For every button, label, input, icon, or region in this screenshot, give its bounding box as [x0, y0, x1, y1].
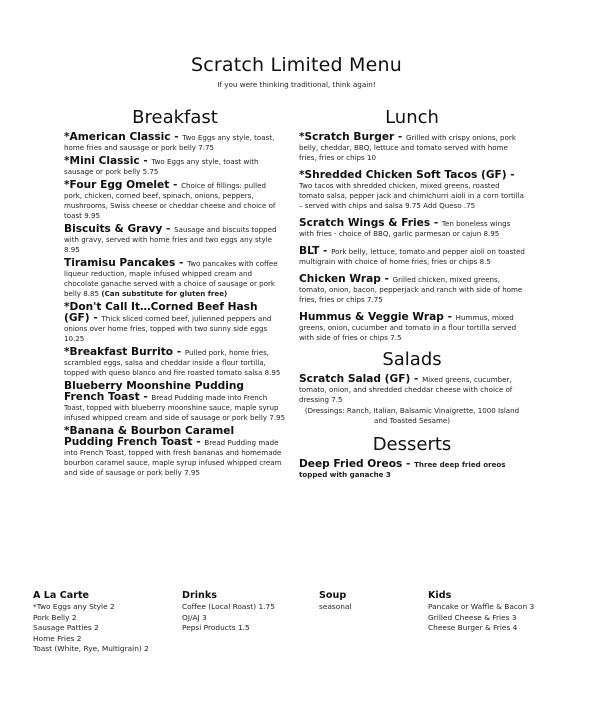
- item-name: Blueberry Moonshine Pudding French Toast: [64, 380, 245, 403]
- item-desc: Hummus, mixed greens, onion, cucumber and tomato in a flour tortilla served with side of fries or chips 7.5: [299, 313, 517, 342]
- item-name: *Four Egg Omelet: [64, 179, 170, 191]
- soup-heading: Soup: [319, 590, 347, 601]
- a-la-carte-heading: A La Carte: [33, 590, 90, 601]
- menu-item: *Shredded Chicken Soft Tacos (GF) - Two tacos with shredded chicken, mixed greens, roasted tomato salsa, pepper jack and chimichurri aioli in a corn tortilla – served with chips and salsa 9.75 Add Queso .75: [299, 169, 525, 210]
- item-desc: Grilled chicken, mixed greens, tomato, onion, bacon, pepperjack and ranch with side of home fries, fries or chips 7.75: [299, 275, 523, 304]
- list-item: seasonal: [319, 602, 352, 611]
- item-desc: Mixed greens, cucumber, tomato, onion, and shredded cheddar cheese with choice of dressing 7.5: [299, 375, 513, 404]
- salad-dressings: (Dressings: Ranch, Italian, Balsamic Vinaigrette, 1000 Island and Toasted Sesame): [304, 406, 520, 425]
- salads-heading: Salads: [382, 349, 442, 370]
- item-name: Scratch Wings & Fries: [299, 217, 431, 229]
- desserts-heading: Desserts: [372, 434, 452, 455]
- drinks-heading: Drinks: [182, 590, 217, 601]
- menu-title: Scratch Limited Menu: [191, 54, 402, 76]
- menu-item: Scratch Salad (GF) - Mixed greens, cucumber, tomato, onion, and shredded cheddar cheese with choice of dressing 7.5: [299, 373, 513, 404]
- a-la-carte-section: [33, 590, 173, 655]
- item-desc: Grilled with crispy onions, pork belly, cheddar, BBQ, lettuce and tomato served with home fries, fries or chips 10: [299, 133, 516, 162]
- item-name: Chicken Wrap: [299, 273, 381, 285]
- breakfast-column: [64, 107, 286, 481]
- menu-item: Deep Fried Oreos - Three deep fried oreos topped with ganache 3: [299, 458, 506, 479]
- item-name: *Mini Classic: [64, 155, 140, 167]
- item-desc: Two tacos with shredded chicken, mixed greens, roasted tomato salsa, pepper jack and chimichurri aioli in a corn tortilla – served with chips and salsa 9.75 Add Queso .75: [299, 181, 525, 210]
- item-name: *Scratch Burger: [299, 131, 395, 143]
- item-desc: Pork belly, lettuce, tomato and pepper aioli on toasted multigrain with choice of home fries, fries or chips 8.5: [299, 247, 525, 266]
- item-desc: Choice of fillings: pulled pork, chicken, corned beef, spinach, onions, peppers, mushrooms, Swiss cheese or cheddar cheese and choice of toast 9.95: [64, 181, 276, 220]
- menu-item: *Breakfast Burrito - Pulled pork, home fries, scrambled eggs, salsa and cheddar inside a flour tortilla, topped with queso blanco and fire roasted tomato salsa 8.95: [64, 346, 281, 377]
- menu-item: *Mini Classic - Two Eggs any style, toast with sausage or pork belly 5.75: [64, 155, 259, 176]
- item-name: Scratch Salad (GF): [299, 373, 411, 385]
- list-item: *Two Eggs any Style 2: [33, 602, 115, 611]
- menu-item: Hummus & Veggie Wrap - Hummus, mixed greens, onion, cucumber and tomato in a flour tortilla served with side of fries or chips 7.5: [299, 311, 517, 342]
- menu-item: *Four Egg Omelet - Choice of fillings: pulled pork, chicken, corned beef, spinach, onions, peppers, mushrooms, Swiss cheese or cheddar cheese and choice of toast 9.95: [64, 179, 276, 220]
- item-name: *Breakfast Burrito: [64, 346, 174, 358]
- list-item: Sausage Patties 2: [33, 623, 99, 632]
- item-desc: Thick sliced corned beef, julienned peppers and onions over home fries, topped with two sunny side eggs 10.25: [64, 314, 272, 343]
- menu-item: *Don't Call It…Corned Beef Hash (GF) - Thick sliced corned beef, julienned peppers and onions over home fries, topped with two sunny side eggs 10.25: [64, 301, 272, 343]
- item-name: *American Classic: [64, 131, 171, 143]
- item-name: Biscuits & Gravy: [64, 223, 163, 235]
- list-item: Pork Belly 2: [33, 612, 77, 622]
- list-item: Pancake or Waffle & Bacon 3: [428, 602, 535, 611]
- item-name: *Banana & Bourbon Caramel Pudding French Toast: [64, 425, 235, 448]
- list-item: OJ/AJ 3: [182, 612, 207, 622]
- item-desc: Ten boneless wings with fries - choice of BBQ, garlic parmesan or cajun 8.95: [299, 219, 511, 238]
- item-name: Hummus & Veggie Wrap: [299, 311, 444, 323]
- list-item: Grilled Cheese & Fries 3: [428, 612, 517, 622]
- menu-item: BLT - Pork belly, lettuce, tomato and pepper aioli on toasted multigrain with choice of home fries, fries or chips 8.5: [299, 245, 525, 266]
- item-desc: Bread Pudding made into French Toast, topped with fresh bananas and homemade bourbon caramel sauce, maple syrup infused whipped cream and side of sausage or pork belly 7.95: [64, 438, 282, 477]
- list-item: Toast (White, Rye, Multigrain) 2: [33, 644, 149, 653]
- lunch-column: [299, 107, 525, 483]
- breakfast-heading: Breakfast: [132, 107, 218, 128]
- menu-item: Tiramisu Pancakes - Two pancakes with coffee liqueur reduction, maple infused whipped cream and chocolate ganache served with a choice of sausage or pork belly 8.85 (Can substitute for gluten free): [64, 257, 278, 298]
- lunch-heading: Lunch: [385, 107, 439, 128]
- menu-item: Blueberry Moonshine Pudding French Toast - Bread Pudding made into French Toast, topped with blueberry moonshine sauce, maple syrup infused whipped cream and side of sausage or pork belly 7.95: [64, 380, 286, 422]
- menu-subtitle: If you were thinking traditional, think again!: [217, 80, 376, 89]
- item-desc: Two Eggs any style, toast, home fries and sausage or pork belly 7.75: [64, 133, 275, 152]
- item-note: (Can substitute for gluten free): [101, 289, 228, 298]
- kids-heading: Kids: [428, 590, 452, 601]
- item-name: Deep Fried Oreos: [299, 458, 403, 470]
- list-item: Coffee (Local Roast) 1.75: [182, 602, 275, 611]
- menu-item: Chicken Wrap - Grilled chicken, mixed greens, tomato, onion, bacon, pepperjack and ranch with side of home fries, fries or chips 7.75: [299, 273, 523, 304]
- list-item: Pepsi Products 1.5: [182, 623, 250, 632]
- item-desc: Bread Pudding made into French Toast, topped with blueberry moonshine sauce, maple syrup infused whipped cream and side of sausage or pork belly 7.95: [64, 393, 286, 422]
- drinks-section: [182, 590, 302, 634]
- item-desc: Three deep fried oreos topped with ganache 3: [299, 460, 506, 479]
- menu-item: *Scratch Burger - Grilled with crispy onions, pork belly, cheddar, BBQ, lettuce and tomato served with home fries, fries or chips 10: [299, 131, 516, 162]
- list-item: Cheese Burger & Fries 4: [428, 623, 518, 632]
- item-desc: Pulled pork, home fries, scrambled eggs, salsa and cheddar inside a flour tortilla, topped with queso blanco and fire roasted tomato salsa 8.95: [64, 348, 281, 377]
- menu-item: Biscuits & Gravy - Sausage and biscuits topped with gravy, served with home fries and two eggs any style 8.95: [64, 223, 277, 254]
- item-name: BLT: [299, 245, 320, 257]
- item-desc: Two Eggs any style, toast with sausage or pork belly 5.75: [64, 157, 259, 176]
- list-item: Home Fries 2: [33, 633, 82, 643]
- menu-item: *American Classic - Two Eggs any style, toast, home fries and sausage or pork belly 7.75: [64, 131, 275, 152]
- item-name: Tiramisu Pancakes: [64, 257, 176, 269]
- menu-item: Scratch Wings & Fries - Ten boneless wings with fries - choice of BBQ, garlic parmesan or cajun 8.95: [299, 217, 511, 238]
- menu-item: *Banana & Bourbon Caramel Pudding French Toast - Bread Pudding made into French Toast, topped with fresh bananas and homemade bourbon caramel sauce, maple syrup infused whipped cream and side of sausage or pork belly 7.95: [64, 425, 282, 477]
- item-desc: Two pancakes with coffee liqueur reduction, maple infused whipped cream and chocolate ganache served with a choice of sausage or pork belly 8.85: [64, 259, 278, 298]
- soup-section: [319, 590, 399, 613]
- item-name: *Shredded Chicken Soft Tacos (GF): [299, 169, 507, 181]
- kids-section: [428, 590, 578, 634]
- item-desc: Sausage and biscuits topped with gravy, served with home fries and two eggs any style 8.95: [64, 225, 277, 254]
- item-name: *Don't Call It…Corned Beef Hash (GF): [64, 301, 258, 324]
